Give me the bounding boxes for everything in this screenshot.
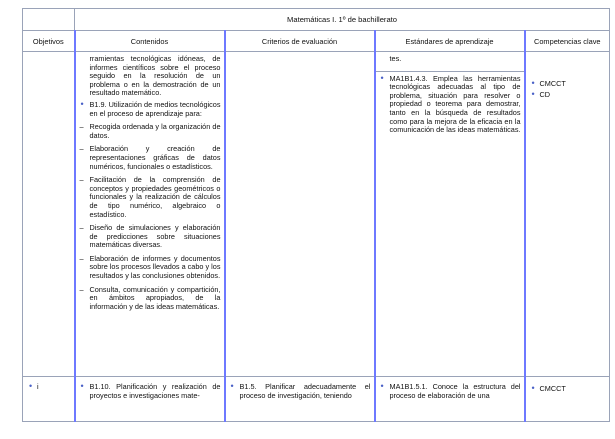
competencia-badge: • CD (530, 91, 607, 100)
criterios-cell (225, 52, 375, 377)
competencias-cell (525, 377, 610, 422)
estandares-cell (375, 377, 525, 422)
corner-cell (23, 9, 75, 31)
criterios-item: • B1.5. Planificar adecuadamente el proceso de investigación, teniendo (230, 383, 371, 400)
header-competencias: Competencias clave (525, 31, 610, 52)
estandares-continuation: tes. (389, 54, 402, 63)
header-criterios: Criterios de evaluación (225, 31, 375, 52)
contenidos-subitem: – Diseño de simulaciones y elaboración de predicciones sobre situaciones matemáticas diversas. (80, 224, 221, 250)
row-divider (376, 71, 524, 72)
objetivos-cell (23, 52, 75, 377)
competencias-cell (525, 52, 610, 377)
contenidos-cell (75, 52, 225, 377)
contenidos-subitem: – Elaboración de informes y documentos sobre los procesos llevados a cabo y los resultados y las conclusiones obtenidos. (80, 255, 221, 281)
contenidos-subitem: – Elaboración y creación de representaciones gráficas de datos numéricos, funcionales o estadísticos. (80, 145, 221, 171)
header-objetivos: Objetivos (23, 31, 75, 52)
header-contenidos: Contenidos (75, 31, 225, 52)
criterios-cell (225, 377, 375, 422)
contenidos-intro: rramientas tecnológicas idóneas, de informes científicos sobre el proceso seguido en la resolución de un problema o en la demostración de un resultado matemático. (89, 54, 221, 98)
objetivos-cell (23, 377, 75, 422)
contenidos-item: • B1.10. Planificación y realización de proyectos e investigaciones mate- (80, 383, 221, 400)
curriculum-table (22, 8, 610, 422)
estandares-cell (375, 52, 525, 377)
competencia-badge: • CMCCT (530, 385, 607, 394)
contenidos-subitem: – Recogida ordenada y la organización de datos. (80, 123, 221, 140)
table-title: Matemáticas I. 1º de bachillerato (75, 9, 610, 31)
competencia-badge: • CMCCT (530, 80, 607, 89)
objetivo-item: • i (27, 383, 71, 392)
contenidos-subitem: – Consulta, comunicación y compartición, en ámbitos apropiados, de la información y de las ideas matemáticas. (80, 286, 221, 312)
estandares-item: • MA1B1.4.3. Emplea las herramientas tecnológicas adecuadas al tipo de problema, situación para resolver o propiedad o teorema para demostrar, tanto en la búsqueda de resultados como para la mejora de la eficacia en la comunicación de las ideas matemáticas. (380, 75, 521, 135)
table-row (23, 377, 610, 422)
contenidos-cell (75, 377, 225, 422)
contenidos-subitem: – Facilitación de la comprensión de conceptos y propiedades geométricos o funcionales y la realización de cálculos de tipo numérico, algebraico o estadístico. (80, 176, 221, 219)
estandares-item: • MA1B1.5.1. Conoce la estructura del proceso de elaboración de una (380, 383, 521, 400)
header-estandares: Estándares de aprendizaje (375, 31, 525, 52)
contenidos-item: • B1.9. Utilización de medios tecnológicos en el proceso de aprendizaje para: (80, 101, 221, 118)
table-row (23, 52, 610, 377)
